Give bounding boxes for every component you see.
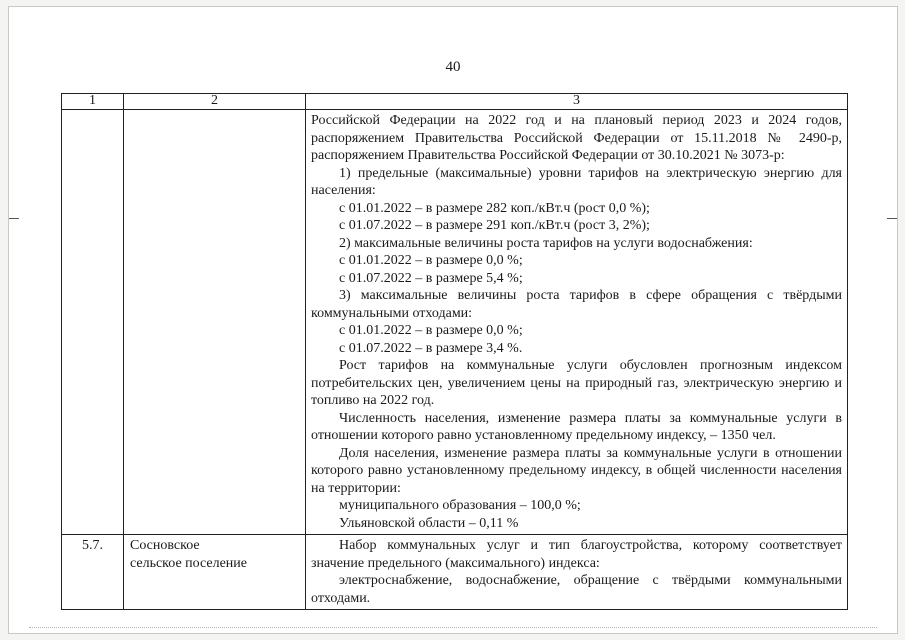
- description-cell: [306, 110, 848, 535]
- binding-mark-left: [9, 218, 19, 219]
- scan-artifact-line: [29, 627, 877, 628]
- document-page: [8, 6, 898, 634]
- text-paragraph: с 01.01.2022 – в размере 282 коп./кВт.ч (рост 0,0 %);: [339, 200, 650, 216]
- text-paragraph: с 01.01.2022 – в размере 0,0 %;: [339, 323, 523, 338]
- table-row: [62, 535, 848, 610]
- text-paragraph: электроснабжение, водоснабжение, обращение с твёрдыми коммунальными отходами.: [311, 573, 842, 606]
- settlement-name-cell: [124, 535, 306, 610]
- text-paragraph: муниципального образования – 100,0 %;: [339, 498, 581, 513]
- column-header-1: 1: [62, 94, 124, 110]
- settlement-name-line: сельское поселение: [130, 555, 247, 571]
- settlement-name-cell: [124, 110, 306, 535]
- text-paragraph: Ульяновской области – 0,11 %: [339, 515, 519, 531]
- text-paragraph: с 01.01.2022 – в размере 0,0 %;: [339, 253, 523, 268]
- table-header-row: [62, 94, 848, 110]
- text-paragraph: 3) максимальные величины роста тарифов в сфере обращения с твёрдыми коммунальными отходами:: [311, 288, 842, 321]
- text-paragraph: 1) предельные (максимальные) уровни тарифов на электрическую энергию для населения:: [311, 165, 842, 198]
- page-number: 40: [445, 59, 461, 75]
- binding-mark-right: [887, 218, 897, 219]
- row-number: 5.7.: [82, 538, 103, 553]
- row-number-cell: [62, 110, 124, 535]
- settlement-name-line: Сосновское: [130, 538, 200, 553]
- description-cell: [306, 535, 848, 610]
- text-paragraph: с 01.07.2022 – в размере 5,4 %;: [339, 270, 523, 286]
- text-paragraph: с 01.07.2022 – в размере 291 коп./кВт.ч (рост 3, 2%);: [339, 218, 650, 233]
- text-paragraph: 2) максимальные величины роста тарифов на услуги водоснабжения:: [339, 235, 753, 251]
- text-paragraph: с 01.07.2022 – в размере 3,4 %.: [339, 340, 523, 356]
- text-paragraph: Численность населения, изменение размера платы за коммунальные услуги в отношении которого равно установленному предельному индексу, – 1350 чел.: [311, 410, 842, 443]
- row-number-cell: [62, 535, 124, 610]
- column-header-2: 2: [124, 94, 306, 110]
- column-header-3: 3: [306, 94, 848, 110]
- table-row: [62, 110, 848, 535]
- text-paragraph: Российской Федерации на 2022 год и на плановый период 2023 и 2024 годов, распоряжением Правительства Российской Федерации от 15.11.2018 № 2490-р, распоряжением Правительства Российской Федерации от 30.10.2021 № 3073-р:: [311, 113, 842, 163]
- text-paragraph: Доля населения, изменение размера платы за коммунальные услуги в отношении которого равно установленному предельному индексу, в общей численности населения на территории:: [311, 445, 842, 496]
- text-paragraph: Рост тарифов на коммунальные услуги обусловлен прогнозным индексом потребительских цен, увеличением цены на природный газ, электрическую энергию и топливо на 2022 год.: [311, 358, 842, 408]
- text-paragraph: Набор коммунальных услуг и тип благоустройства, которому соответствует значение предельного (максимального) индекса:: [311, 538, 842, 571]
- tariff-table: [61, 93, 848, 610]
